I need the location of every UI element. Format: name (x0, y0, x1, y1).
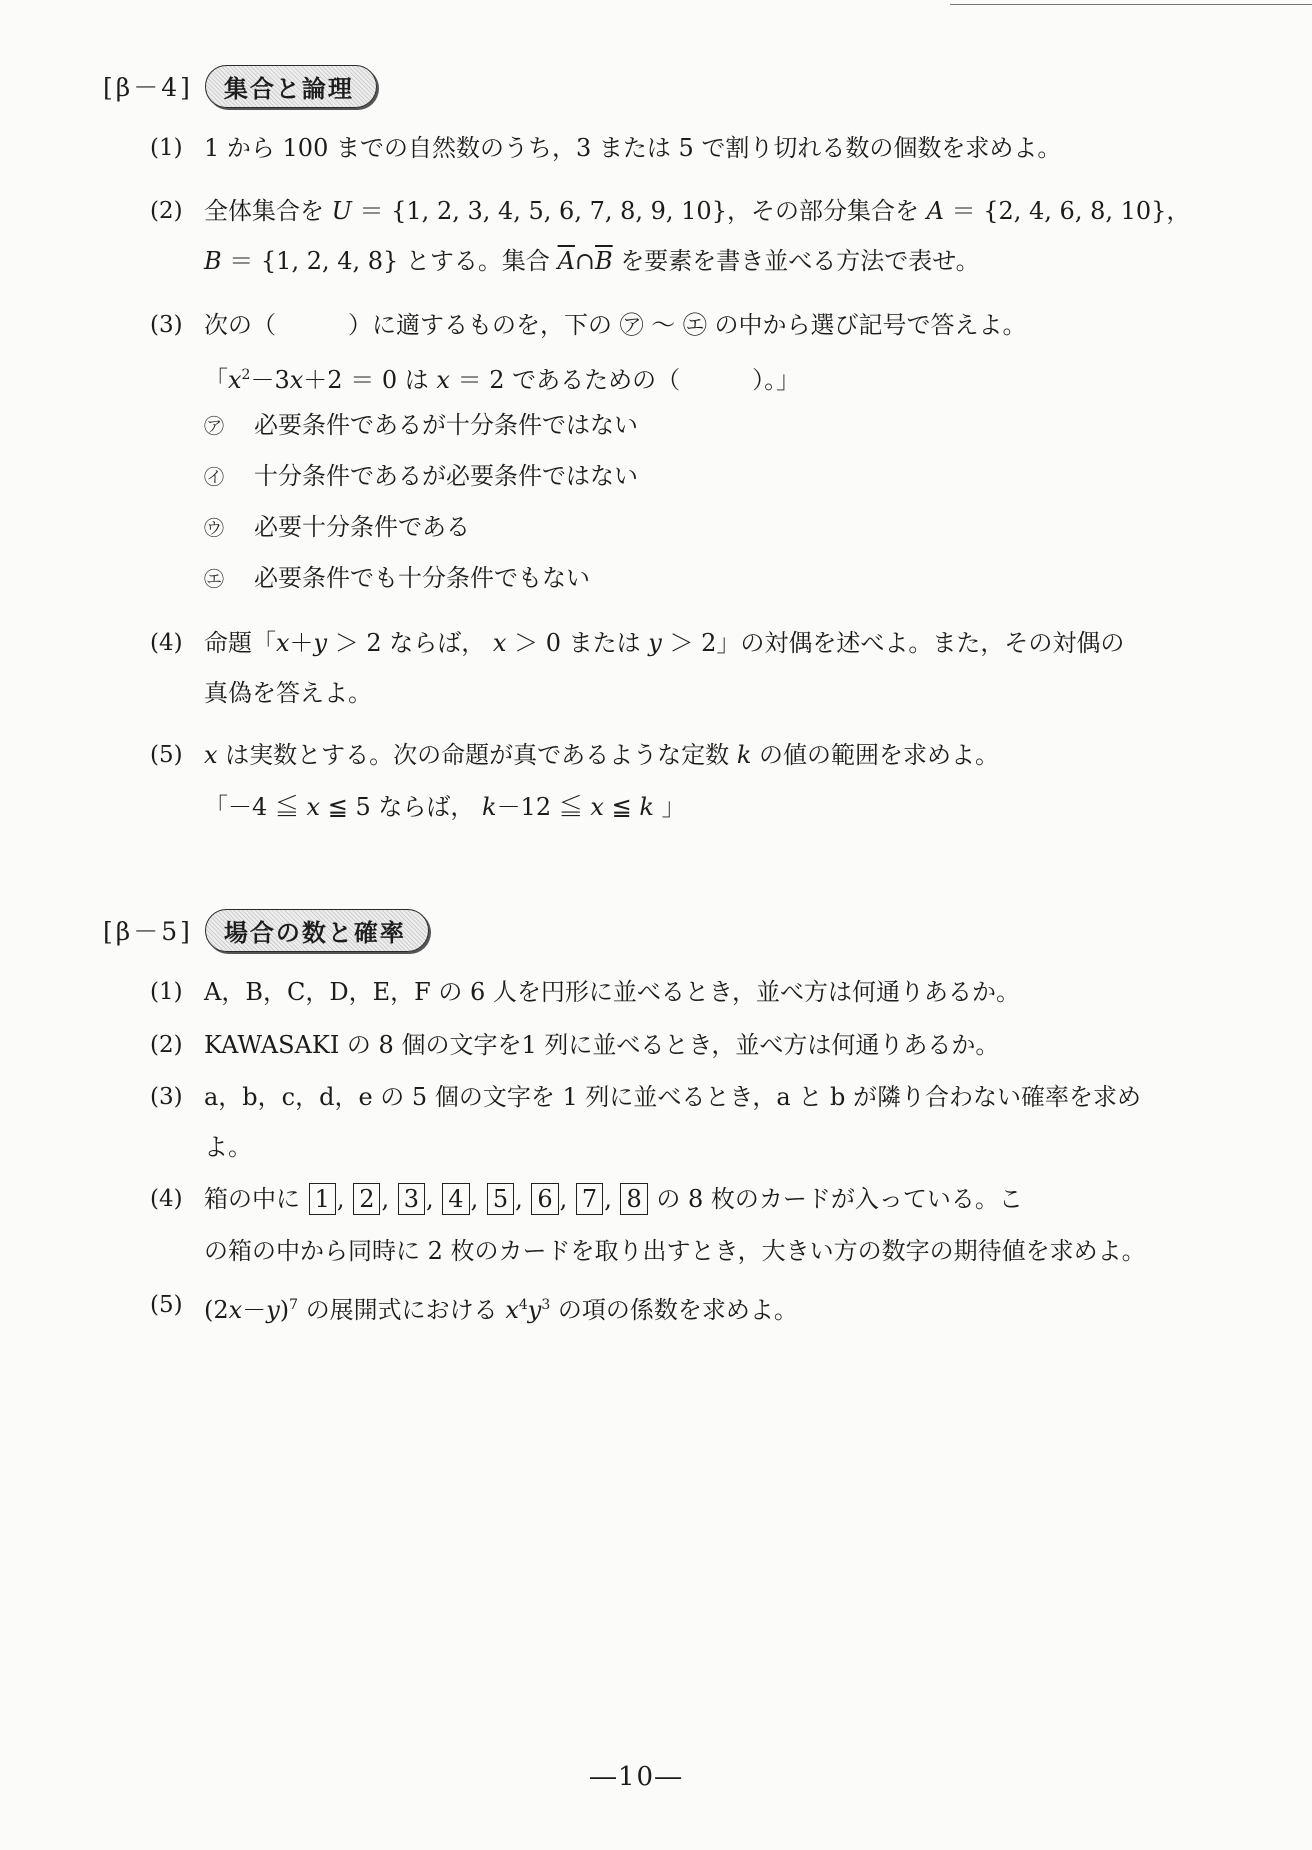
question-text-line1: a，b，c，d，e の 5 個の文字を 1 列に並べるとき，a と b が隣り合わない確率を求め (204, 1083, 1141, 1111)
text: 命題「 (204, 629, 276, 657)
text: ＋2 ＝ 0 は (303, 366, 429, 394)
text: ＝ {1, 2, 3, 4, 5, 6, 7, 8, 9, 10}，その部分集合を (359, 197, 919, 225)
text: －3 (250, 366, 290, 394)
text: (2 (204, 1296, 229, 1324)
option-label: ㋒ (204, 516, 224, 540)
exponent: 3 (541, 1297, 551, 1313)
question-text-line2 (204, 350, 800, 405)
section-title-badge: 集合と論理 (205, 65, 377, 108)
top-rule (950, 4, 1312, 5)
question-number: (2) (150, 198, 183, 224)
var-x: x (204, 741, 218, 769)
var-B-complement: $\overline{B}$ (595, 247, 613, 275)
text: ≦ 5 ならば， (327, 793, 475, 821)
text: 全体集合を (204, 197, 324, 225)
question-number: (3) (150, 1084, 183, 1110)
section-number: [β－5] (103, 917, 193, 946)
var-x: x (505, 1296, 519, 1324)
var-y: y (266, 1296, 280, 1324)
text: を要素を書き並べる方法で表せ。 (620, 247, 980, 275)
question-text-line1 (204, 618, 1124, 668)
card-7: 7 (576, 1183, 603, 1215)
var-k: k (736, 741, 752, 769)
section-number: [β－4] (103, 73, 193, 102)
card-3: 3 (398, 1183, 425, 1215)
var-x: x (228, 1296, 243, 1324)
question-text-line1: 次の（ ）に適するものを，下の ㋐ ～ ㋓ の中から選び記号で答えよ。 (204, 311, 1027, 339)
question-text: 1 から 100 までの自然数のうち，3 または 5 で割り切れる数の個数を求めよ。 (204, 134, 1062, 162)
var-y: y (648, 629, 662, 657)
question-text: A，B，C，D，E，F の 6 人を円形に並べるとき，並べ方は何通りあるか。 (204, 978, 1020, 1006)
question-text-line2: 真偽を答えよ。 (204, 679, 372, 707)
option-a (204, 400, 638, 451)
var-B: B (204, 247, 222, 275)
question-text-line1 (204, 186, 1190, 236)
option-label: ㋐ (204, 414, 224, 438)
var-x: x (289, 366, 304, 394)
question-text: KAWASAKI の 8 個の文字を1 列に並べるとき，並べ方は何通りあるか。 (204, 1031, 1000, 1059)
page-number: ―10― (590, 1762, 684, 1792)
var-y: y (313, 629, 328, 657)
section-beta4-header (103, 64, 377, 108)
question-text-line1 (204, 730, 999, 780)
option-u (204, 502, 470, 553)
text: の展開式における (305, 1296, 498, 1324)
var-A: A (926, 197, 944, 225)
var-x: x (306, 793, 321, 821)
question-number: (5) (150, 1292, 183, 1318)
question-number: (1) (150, 979, 183, 1005)
text: ＝ {1, 2, 4, 8} とする。集合 (229, 247, 550, 275)
text: 」 (661, 793, 686, 821)
question-text-line2: よ。 (204, 1133, 252, 1161)
card-5: 5 (487, 1183, 514, 1215)
var-x: x (492, 629, 507, 657)
option-label: ㋑ (204, 465, 224, 489)
card-2: 2 (353, 1183, 380, 1215)
section-title-badge: 場合の数と確率 (205, 909, 429, 952)
text: ＝ {2, 4, 6, 8, 10}， (951, 197, 1191, 225)
text: － (242, 1296, 267, 1324)
option-i (204, 451, 638, 502)
var-x: x (436, 366, 450, 394)
option-text: 必要条件でも十分条件でもない (254, 564, 590, 592)
question-text-line2 (204, 236, 980, 286)
text: 箱の中に (204, 1185, 300, 1213)
card-8: 8 (620, 1183, 647, 1215)
question-number: (2) (150, 1032, 183, 1058)
question-text (204, 1280, 798, 1335)
exponent: 2 (241, 367, 251, 383)
option-text: 必要条件であるが十分条件ではない (254, 411, 638, 439)
option-label: ㋓ (204, 567, 224, 591)
option-e (204, 553, 590, 604)
var-k: k (639, 793, 654, 821)
var-x: x (276, 629, 290, 657)
text: ＞ 0 または (514, 629, 641, 657)
text: 「 (204, 366, 228, 394)
var-y: y (527, 1296, 542, 1324)
text: は実数とする。次の命題が真であるような定数 (225, 741, 730, 769)
text: ＋ (289, 629, 314, 657)
cap-symbol: ∩ (574, 247, 596, 275)
var-x: x (590, 793, 604, 821)
question-number: (4) (150, 630, 183, 656)
question-text-line2: の箱の中から同時に 2 枚のカードを取り出すとき，大きい方の数字の期待値を求めよ。 (204, 1237, 1146, 1265)
text: ＞ 2」の対偶を述べよ。また，その対偶の (669, 629, 1125, 657)
text: の 8 枚のカードが入っている。こ (656, 1185, 1023, 1213)
card-6: 6 (531, 1183, 558, 1215)
var-x: x (228, 366, 242, 394)
card-4: 4 (442, 1183, 469, 1215)
question-number: (1) (150, 135, 183, 161)
text: の値の範囲を求めよ。 (759, 741, 1000, 769)
var-U: U (331, 197, 352, 225)
option-text: 必要十分条件である (254, 513, 470, 541)
option-text: 十分条件であるが必要条件ではない (254, 462, 638, 490)
text: ) (279, 1296, 290, 1324)
section-beta5-header (103, 908, 429, 952)
exponent: 7 (289, 1297, 299, 1313)
exponent: 4 (518, 1297, 528, 1313)
question-text-line2 (204, 782, 686, 832)
text: ＞ 2 ならば， (334, 629, 486, 657)
text: ＝ 2 であるための（ ）。」 (457, 366, 801, 394)
card-1: 1 (309, 1183, 336, 1215)
text: －12 ≦ (496, 793, 583, 821)
question-text-line1: 箱の中に 1 , 2 , 3 , 4 , 5 , 6 , 7 , 8 の 8 枚のカードが入っている。こ (204, 1185, 1023, 1213)
question-number: (5) (150, 742, 183, 768)
var-A-complement: $\overline{A}$ (557, 247, 575, 275)
text: 「－4 ≦ (204, 793, 299, 821)
text: の項の係数を求めよ。 (557, 1296, 798, 1324)
question-number: (3) (150, 312, 183, 338)
text: ≦ (611, 793, 632, 821)
var-k: k (482, 793, 497, 821)
question-number: (4) (150, 1186, 183, 1212)
